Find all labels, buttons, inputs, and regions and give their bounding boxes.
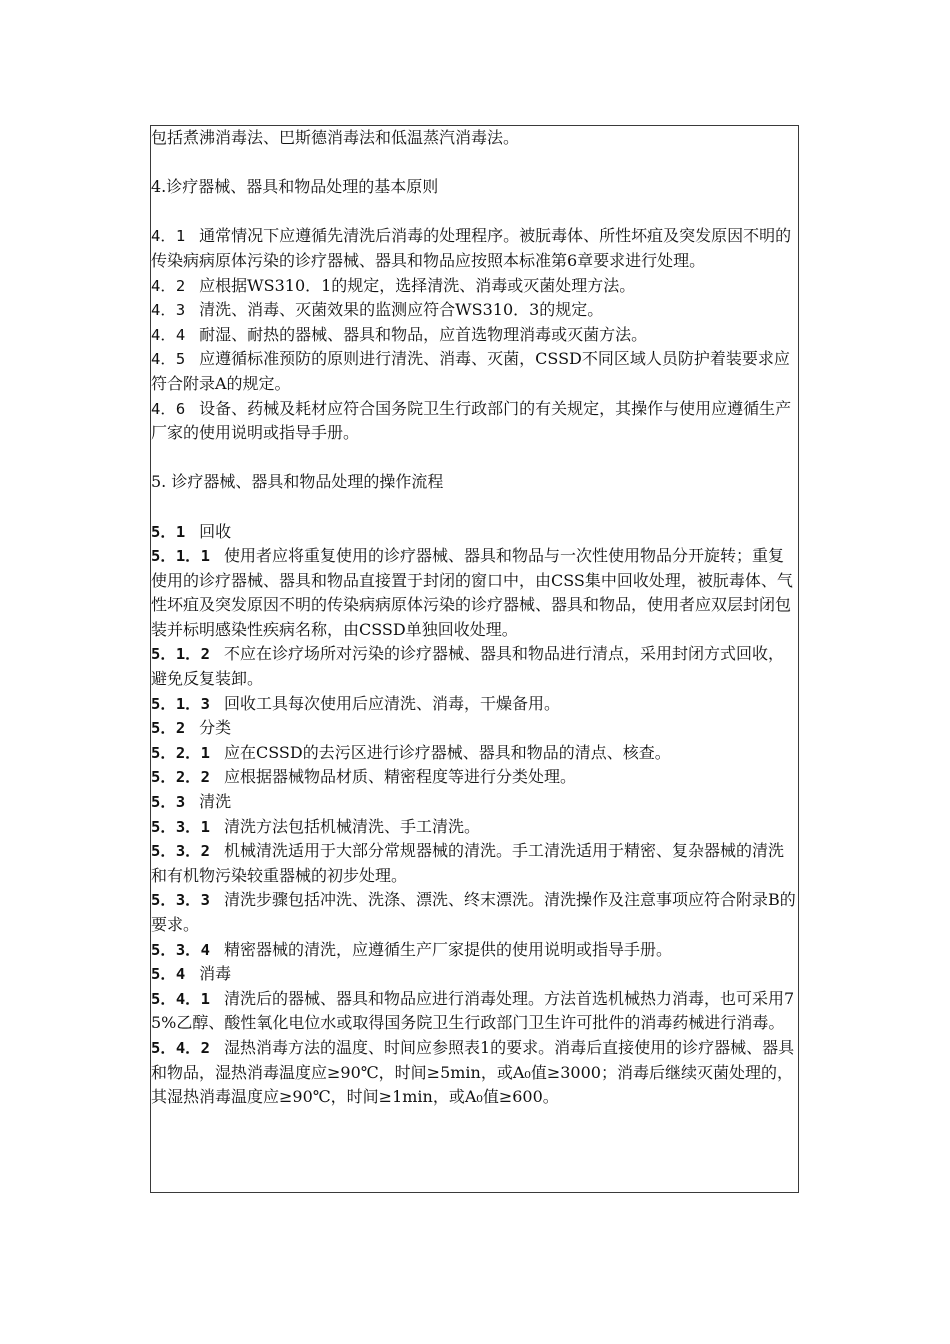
- intro-line: 包括煮沸消毒法、巴斯德消毒法和低温蒸汽消毒法。: [151, 128, 520, 147]
- clause-text: 清洗方法包括机械清洗、手工清洗。: [224, 816, 481, 836]
- clause-4-2: [151, 274, 797, 299]
- clause-number: 5．3．2: [151, 842, 210, 861]
- clause-number: 5．1: [151, 522, 186, 541]
- clause-number: 4．2: [151, 276, 186, 295]
- clause-text: 通常情况下应遵循先清洗后消毒的处理程序。被朊毒体、所性坏疽及突发原因不明的传染病病原体污染的诊疗器械、器具和物品应按照本标准第6章要求进行处理。: [151, 226, 792, 270]
- clause-number: 5．1．1: [151, 547, 210, 566]
- section-4-title: 4.诊疗器械、器具和物品处理的基本原则: [151, 177, 439, 197]
- clause-text: 应根据WS310．1的规定，选择清洗、消毒或灭菌处理方法。: [199, 275, 636, 295]
- clause-number: 4．4: [151, 325, 186, 344]
- clause-number: 5．1．2: [151, 645, 210, 664]
- clause-5-2: [151, 716, 797, 741]
- clause-number: 5．3: [151, 793, 186, 812]
- clause-text: 设备、药械及耗材应符合国务院卫生行政部门的有关规定，其操作与使用应遵循生产厂家的使用说明或指导手册。: [151, 398, 792, 443]
- clause-5-1-1: [151, 544, 797, 642]
- clause-5-1: [151, 520, 797, 545]
- clause-5-3-3: [151, 888, 797, 937]
- clause-5-1-3: [151, 692, 797, 717]
- clause-text: 回收工具每次使用后应清洗、消毒，干燥备用。: [224, 693, 561, 713]
- clause-4-6: [151, 397, 797, 446]
- clause-4-4: [151, 323, 797, 348]
- clause-4-1: [151, 224, 797, 273]
- clause-text: 不应在诊疗场所对污染的诊疗器械、器具和物品进行清点，采用封闭方式回收，避免反复装卸。: [151, 644, 785, 689]
- clause-number: 4．6: [151, 399, 186, 418]
- clause-number: 5．3．4: [151, 940, 210, 959]
- clause-number: 5．4．1: [151, 989, 210, 1008]
- document-body: [151, 126, 797, 1110]
- clause-number: 4．3: [151, 301, 186, 320]
- clause-text: 消毒: [199, 964, 232, 984]
- clause-5-3-2: [151, 839, 797, 888]
- clause-text: 机械清洗适用于大部分常规器械的清洗。手工清洗适用于精密、复杂器械的清洗和有机物污染较重器械的初步处理。: [151, 841, 785, 885]
- section-5-title: 5. 诊疗器械、器具和物品处理的操作流程: [151, 472, 444, 492]
- clause-text: 回收: [199, 521, 232, 541]
- clause-5-4-2: [151, 1036, 797, 1110]
- clause-5-4-1: [151, 987, 797, 1036]
- clause-number: 5．4: [151, 965, 186, 984]
- clause-5-3: [151, 790, 797, 815]
- clause-4-5: [151, 347, 797, 396]
- clause-4-3: [151, 298, 797, 323]
- clause-5-4: [151, 962, 797, 987]
- clause-5-2-2: [151, 765, 797, 790]
- clause-text: 精密器械的清洗，应遵循生产厂家提供的使用说明或指导手册。: [224, 939, 673, 959]
- clause-text: 清洗: [199, 792, 232, 812]
- clause-number: 5．2．1: [151, 743, 210, 762]
- clause-text: 清洗、消毒、灭菌效果的监测应符合WS310．3的规定。: [199, 300, 604, 320]
- clause-text: 应遵循标准预防的原则进行清洗、消毒、灭菌，CSSD不同区域人员防护着装要求应符合附录A的规定。: [151, 349, 790, 393]
- clause-number: 5．3．3: [151, 891, 210, 910]
- clause-5-1-2: [151, 642, 797, 691]
- clause-5-3-1: [151, 815, 797, 840]
- clause-5-3-4: [151, 938, 797, 963]
- clause-number: 5．2．2: [151, 768, 210, 787]
- clause-text: 耐湿、耐热的器械、器具和物品，应首选物理消毒或灭菌方法。: [199, 324, 648, 344]
- clause-5-2-1: [151, 741, 797, 766]
- clause-number: 4．5: [151, 350, 186, 369]
- clause-text: 使用者应将重复使用的诊疗器械、器具和物品与一次性使用物品分开旋转；重复使用的诊疗器械、器具和物品直接置于封闭的窗口中，由CSS集中回收处理，被朊毒体、气性坏疽及突发原因不明的传染病病原体污染的诊疗器械、器具和物品，使用者应双层封闭包装并标明感染性疾病名称，由CSSD单独回收处理。: [151, 546, 793, 639]
- clause-number: 5．2: [151, 719, 186, 738]
- clause-text: 应在CSSD的去污区进行诊疗器械、器具和物品的清点、核查。: [224, 742, 671, 762]
- clause-number: 4．1: [151, 227, 186, 246]
- clause-text: 分类: [199, 718, 232, 738]
- clause-number: 5．4．2: [151, 1038, 210, 1057]
- clause-text: 湿热消毒方法的温度、时间应参照表1的要求。消毒后直接使用的诊疗器械、器具和物品，湿热消毒温度应≥90℃，时间≥5min，或A₀值≥3000；消毒后继续灭菌处理的，其湿热消毒温度应≥90℃，时间≥1min，或A₀值≥600。: [151, 1037, 795, 1107]
- clause-number: 5．1．3: [151, 694, 210, 713]
- clause-number: 5．3．1: [151, 817, 210, 836]
- clause-text: 清洗后的器械、器具和物品应进行消毒处理。方法首选机械热力消毒，也可采用75%乙醇、酸性氧化电位水或取得国务院卫生行政部门卫生许可批件的消毒药械进行消毒。: [151, 988, 795, 1033]
- clause-text: 清洗步骤包括冲洗、洗涤、漂洗、终末漂洗。清洗操作及注意事项应符合附录B的要求。: [151, 890, 796, 934]
- clause-text: 应根据器械物品材质、精密程度等进行分类处理。: [224, 767, 577, 787]
